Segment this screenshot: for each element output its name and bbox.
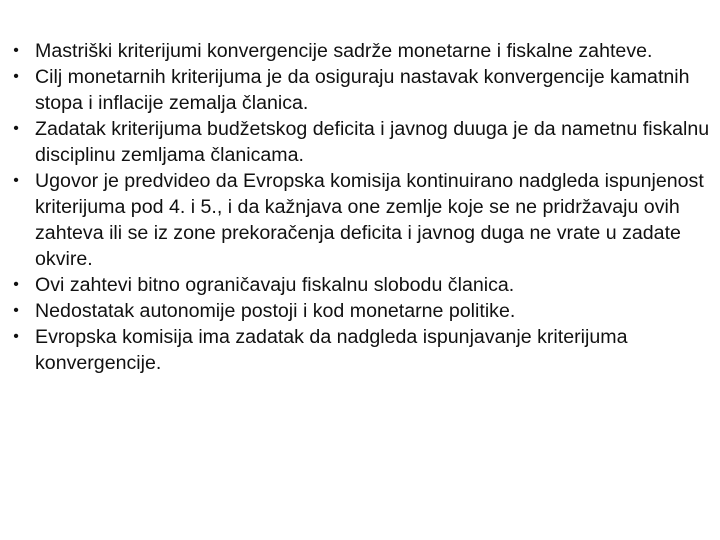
- bullet-text-7: Evropska komisija ima zadatak da nadgleda ispunjavanje kriterijuma konvergencije.: [35, 326, 628, 374]
- bullet-list: [0, 38, 712, 376]
- bullet-icon: •: [13, 120, 19, 137]
- bullet-icon: •: [13, 328, 19, 345]
- bullet-item-5: [0, 272, 712, 298]
- bullet-text-6: Nedostatak autonomije postoji i kod monetarne politike.: [35, 300, 516, 322]
- bullet-icon: •: [13, 42, 19, 59]
- bullet-text-2: Cilj monetarnih kriterijuma je da osiguraju nastavak konvergencije kamatnih stopa i inflacije zemalja članica.: [35, 66, 690, 114]
- bullet-text-4: Ugovor je predvideo da Evropska komisija kontinuirano nadgleda ispunjenost kriterijuma pod 4. i 5., i da kažnjava one zemlje koje se ne pridržavaju ovih zahteva ili se iz zone prekoračenja deficita i javnog duga ne vrate u zadate okvire.: [35, 170, 704, 270]
- bullet-icon: •: [13, 68, 19, 85]
- bullet-item-4: [0, 168, 712, 272]
- bullet-item-3: [0, 116, 712, 168]
- bullet-item-6: [0, 298, 712, 324]
- bullet-icon: •: [13, 276, 19, 293]
- bullet-text-3: Zadatak kriterijuma budžetskog deficita i javnog duuga je da nametnu fiskalnu disciplinu zemljama članicama.: [35, 118, 710, 166]
- bullet-item-2: [0, 64, 712, 116]
- bullet-text-5: Ovi zahtevi bitno ograničavaju fiskalnu slobodu članica.: [35, 274, 515, 296]
- bullet-item-1: [0, 38, 712, 64]
- bullet-icon: •: [13, 172, 19, 189]
- bullet-text-1: Mastriški kriterijumi konvergencije sadrže monetarne i fiskalne zahteve.: [35, 40, 653, 62]
- bullet-item-7: [0, 324, 712, 376]
- bullet-icon: •: [13, 302, 19, 319]
